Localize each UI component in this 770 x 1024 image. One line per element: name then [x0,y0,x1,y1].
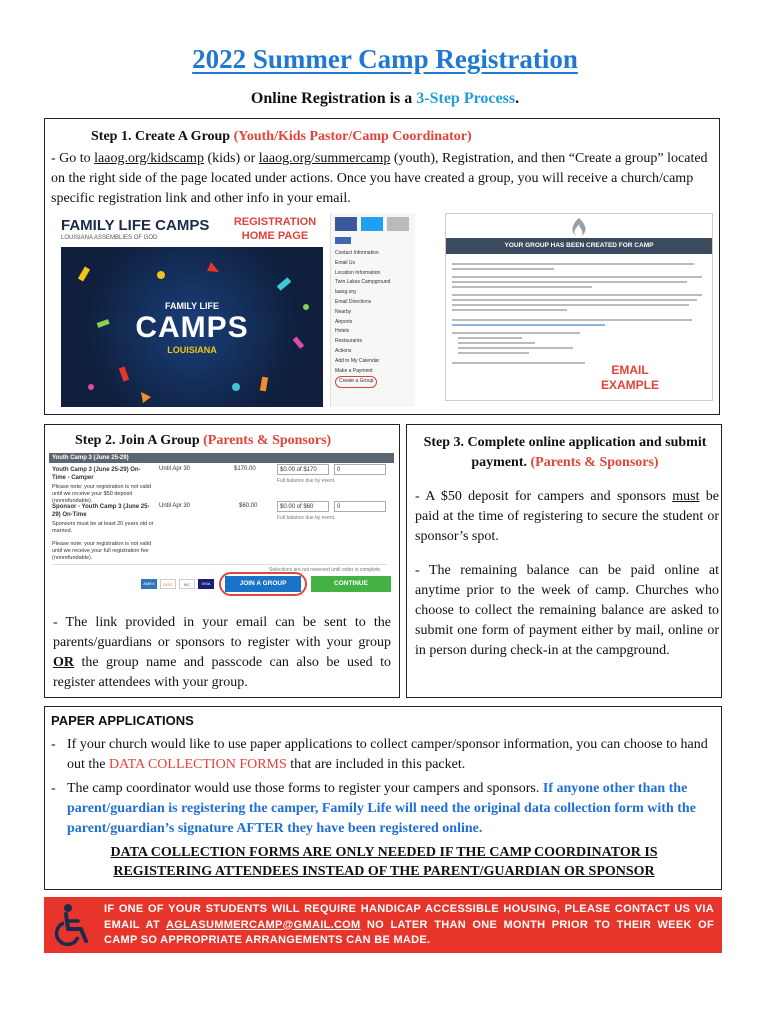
handicap-text [104,902,714,949]
camper-ticket-date: Until Apr 30 [159,466,191,472]
email-body [452,260,707,367]
sidebar-item: Actions [335,347,352,354]
step2-text-b: the group name and passcode can also be used to register attendees with your group. [53,655,391,690]
step3-balance-text: - The remaining balance can be paid online at anytime prior to the week of camp. Churches who choose to collect the remaining balance are asked to submit one form of payment either by mail, online or in person during check-in at the campground. [415,563,719,658]
visa-card-icon: VISA [198,579,214,589]
sponsor-qty-select[interactable]: 0 [334,501,386,512]
sidebar-item[interactable]: Email Directions [335,298,372,305]
subtitle-text: Online Registration is a [250,90,417,107]
facebook-icon[interactable] [335,217,357,231]
step1-title: Step 1. Create A Group [91,129,234,144]
logo-main: CAMPS [135,311,249,344]
paper-bullet-1 [67,735,717,775]
flame-icon [564,216,594,238]
step3-box [406,424,722,698]
step3-title: Step 3. Complete online application and submit payment. [423,435,707,470]
step2-title: Step 2. Join A Group [75,433,204,448]
registration-home-label [225,215,325,243]
logo-bottom: LOUISIANA [167,345,217,355]
step3-heading [415,433,715,473]
page-subtitle [0,90,770,108]
email-example-label [585,363,675,393]
subtitle-accent: 3-Step Process [416,90,516,107]
paper-b2-a: The camp coordinator would use those forms to register your campers and sponsors. [67,781,543,796]
camper-deposit-note: Please note: your registration is not valid until we receive your $50 deposit (nonrefundable). [52,484,152,504]
sponsor-ticket-date: Until Apr 30 [159,503,191,509]
discover-card-icon: DISC [160,579,176,589]
sidebar-item[interactable]: Add to My Calendar [335,357,380,364]
step1-box [44,118,720,415]
step1-text-c: (youth), Registration, and then “Create a group” located on the right side of the page located under actions. Once you have created a group, you will receive a church/camp specific registration link and other info in your email. [51,151,708,206]
mastercard-icon: MC [179,579,195,589]
sidebar-item[interactable]: Airports [335,318,353,325]
amex-card-icon: AMEX [141,579,157,589]
sidebar-item[interactable]: laaog.org [335,289,356,296]
sidebar-list [335,249,413,388]
step2-text [53,613,391,693]
summercamp-link[interactable]: laaog.org/summercamp [258,151,391,166]
create-group-link[interactable]: Create a Group [335,376,377,388]
sidebar-item[interactable]: Email Us [335,259,356,266]
home-label-line2: HOME PAGE [241,230,309,242]
step3-deposit-text [415,487,719,547]
paper-heading: PAPER APPLICATIONS [51,713,194,728]
email-label-line2: EXAMPLE [600,378,659,392]
paper-bullet-2 [67,779,717,839]
sponsor-age-note: Sponsors must be at least 20 years old or married. [52,521,154,534]
camper-balance-note: Full balance due by event. [277,478,336,484]
handicap-banner [44,897,722,953]
logo-top: FAMILY LIFE [164,301,219,311]
sidebar-item: Location Information [335,269,381,276]
step2-role: (Parents & Sponsors) [203,433,332,448]
bullet-dash-2: - [51,781,56,796]
sponsor-amount-select[interactable]: $0.00 of $60 [277,501,329,512]
page-title: 2022 Summer Camp Registration [192,44,578,74]
step3-p1-a: - A $50 deposit for campers and sponsors [415,489,673,504]
step3-role: (Parents & Sponsors) [530,455,659,470]
camper-qty-select[interactable]: 0 [334,464,386,475]
step1-heading [91,129,472,145]
paper-b1-a: If your church would like to use paper applications to collect camper/sponsor information, you can choose to hand out the [67,737,708,772]
step1-text-b: (kids) or [203,151,259,166]
join-group-button[interactable]: JOIN A GROUP [225,576,301,592]
step2-box [44,424,400,698]
site-brand: FAMILY LIFE CAMPS [61,217,210,234]
sidebar-item: Nearby [335,308,352,315]
home-label-line1: REGISTRATION [233,216,317,228]
registration-form-screenshot [49,453,394,605]
camper-ticket-name: Youth Camp 3 (June 25-29) On-Time - Camper [52,467,141,481]
subtitle-period: . [515,90,520,107]
email-label-line1: EMAIL [611,363,649,377]
sidebar-item: Contact Information [335,250,379,256]
kidscamp-link[interactable]: laaog.org/kidscamp [94,151,204,166]
paper-b2-blue: If anyone other than the parent/guardian is registering the camper, Family Life will need the original data collection form with the parent/guardian’s signature AFTER they have been registered online. [67,781,696,836]
step3-must: must [672,489,700,504]
reserved-note: Selections are not reserved until order is complete. [269,567,382,573]
paper-b1-red: DATA COLLECTION FORMS [109,757,287,772]
like-icon[interactable] [335,237,351,244]
bullet-dash-1: - [51,737,56,752]
twitter-icon[interactable] [361,217,383,231]
sponsor-balance-note: Full balance due by event. [277,515,336,521]
email-banner: YOUR GROUP HAS BEEN CREATED FOR CAMP [446,238,712,254]
form-header: Youth Camp 3 (June 25-29) [49,453,394,463]
paper-applications-box [44,706,722,890]
sidebar-item: Twin Lakes Campground [335,279,391,286]
contact-email-link[interactable]: AGLASUMMERCAMP@GMAIL.COM [165,918,361,931]
step3-p1-b: be paid at the time of registering to secure the student or sponsor’s spot. [415,489,719,544]
step2-text-a: - The link provided in your email can be sent to the parents/guardians or sponsors to register with your group [53,615,391,650]
step2-heading [75,433,331,449]
continue-button[interactable]: CONTINUE [311,576,391,592]
camper-ticket-price: $170.00 [234,466,256,472]
wheelchair-icon [54,903,94,947]
sidebar-item[interactable]: Restaurants [335,338,362,345]
handicap-text-a: IF ONE OF YOUR STUDENTS WILL REQUIRE HANDICAP ACCESSIBLE HOUSING, PLEASE CONTACT US VIA EMAIL AT [104,903,714,931]
email-share-icon[interactable] [387,217,409,231]
sponsor-ticket-name: Sponsor - Youth Camp 3 (June 25-29) On-Time [52,504,150,518]
form-divider [52,564,387,565]
paper-b1-b: that are included in this packet. [286,757,466,772]
step1-role: (Youth/Kids Pastor/Camp Coordinator) [233,129,472,144]
data-collection-notice: DATA COLLECTION FORMS ARE ONLY NEEDED IF THE CAMP COORDINATOR IS REGISTERING ATTENDEES INSTEAD OF THE PARENT/GUARDIAN OR SPONSOR [110,845,658,879]
sponsor-ticket-price: $60.00 [239,503,258,509]
sponsor-fee-note: Please note: your registration is not valid until we receive your full registration fee (nonrefundable). [52,541,152,561]
step1-text-a: - Go to [51,151,95,166]
camper-amount-select[interactable]: $0.00 of $170 [277,464,329,475]
step2-or: OR [53,655,74,670]
camp-banner [61,247,323,407]
handicap-text-b: NO LATER THAN ONE MONTH PRIOR TO THEIR WEEK OF CAMP SO APPROPRIATE ARRANGEMENTS CAN BE MADE. [104,918,714,946]
site-brand-sub: LOUISIANA ASSEMBLIES OF GOD [61,235,158,241]
sidebar-item[interactable]: Make a Payment [335,367,373,374]
site-sidebar [330,213,415,407]
step1-text [51,149,715,209]
sidebar-item[interactable]: Hotels [335,328,350,335]
